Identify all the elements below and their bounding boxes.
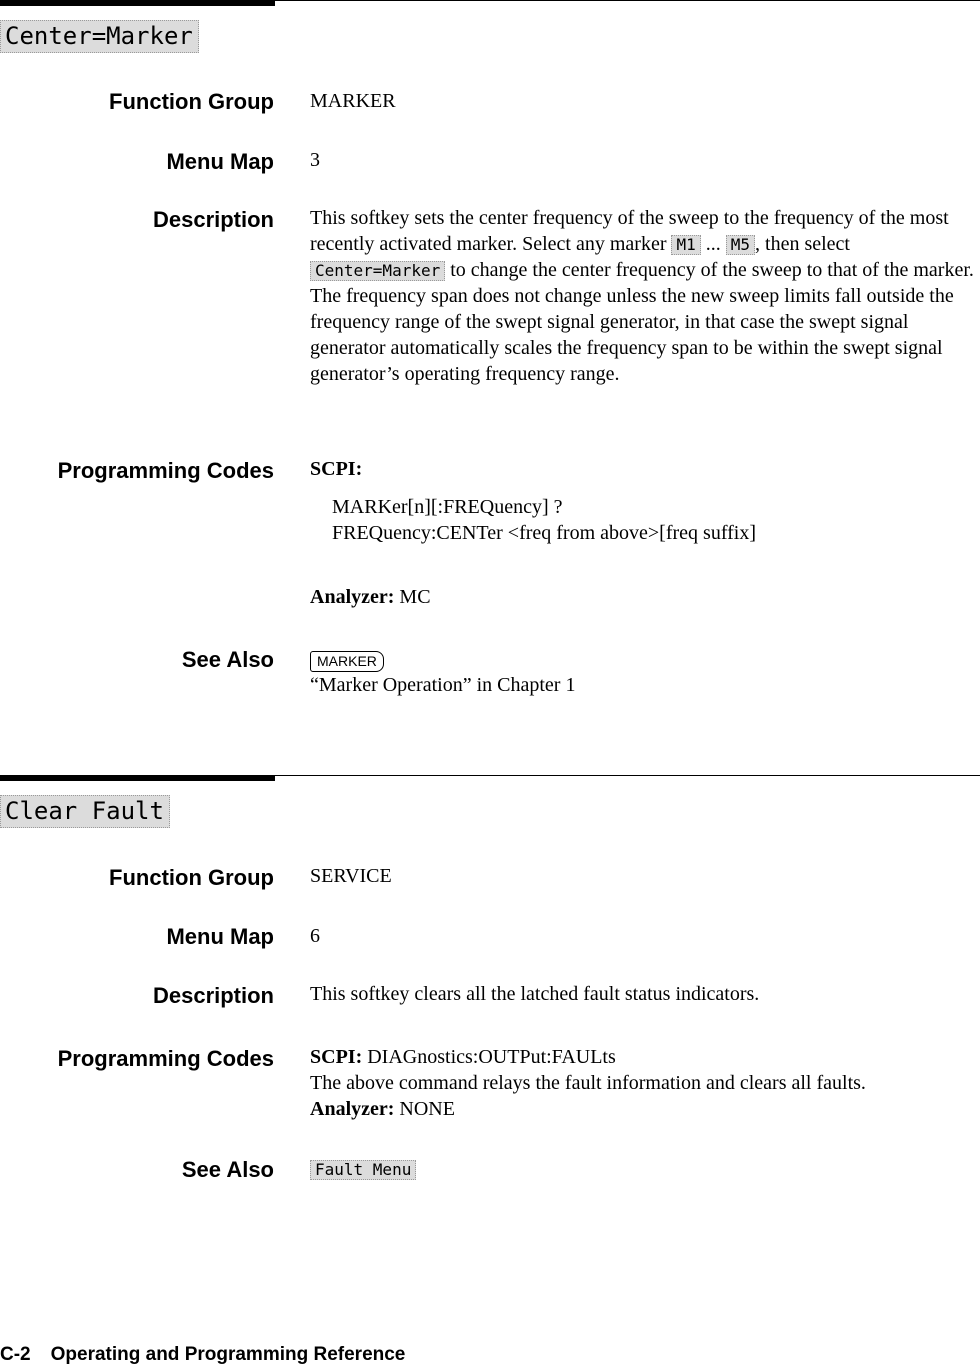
scpi-line — [310, 1044, 978, 1070]
see-also-block — [310, 647, 978, 698]
scpi-line: MARKer[n][:FREQuency] ? — [332, 496, 563, 518]
clear-fault-softkey[interactable]: Clear Fault — [0, 795, 170, 828]
section-title-center-marker — [0, 20, 199, 53]
description-part-2: , then select — [755, 233, 850, 255]
section-rule-thick — [0, 775, 275, 781]
analyzer-label: Analyzer: — [310, 1098, 395, 1120]
menu-map-value: 3 — [310, 149, 320, 171]
description-label: Description — [152, 983, 274, 1008]
menu-map-value: 6 — [310, 925, 320, 947]
analyzer-line — [310, 1096, 978, 1122]
description-text: This softkey clears all the latched fault status indicators. — [310, 983, 760, 1005]
marker-hardkey[interactable]: MARKER — [310, 651, 384, 672]
analyzer-line — [310, 584, 978, 610]
scpi-line: FREQuency:CENTer <freq from above>[freq suffix] — [332, 522, 756, 544]
description-part-3: to change the center frequency of the sweep to that of the marker. The frequency span does not change unless the new sweep limits fall outside the frequency range of the swept signal generator, in that case the swept signal generator automatically scales the frequency span to be within the swept signal generator’s operating frequency range. — [310, 259, 974, 385]
section-title-clear-fault — [0, 795, 170, 828]
center-marker-inline-softkey[interactable]: Center=Marker — [310, 261, 445, 281]
scpi-label: SCPI: — [310, 458, 363, 480]
section-rule-thick — [0, 0, 275, 6]
description-text — [310, 205, 978, 387]
analyzer-value: NONE — [399, 1098, 455, 1120]
function-group-label: Function Group — [109, 89, 274, 114]
description-label: Description — [152, 207, 274, 232]
function-group-value: SERVICE — [310, 865, 392, 887]
center-marker-softkey[interactable]: Center=Marker — [0, 20, 199, 53]
section-rule-thin — [275, 775, 980, 776]
see-also-block — [310, 1156, 978, 1182]
scpi-note: The above command relays the fault information and clears all faults. — [310, 1072, 866, 1094]
function-group-value: MARKER — [310, 90, 396, 112]
see-also-reference: “Marker Operation” in Chapter 1 — [310, 674, 576, 696]
menu-map-label: Menu Map — [166, 924, 274, 949]
programming-codes-block — [310, 456, 978, 610]
analyzer-value: MC — [399, 586, 431, 608]
page-footer — [0, 1344, 405, 1366]
section-rule-thin — [275, 0, 980, 1]
description-part-1: This softkey sets the center frequency of the sweep to the frequency of the most recently activated marker. Select any marker — [310, 207, 949, 255]
see-also-label: See Also — [181, 1157, 274, 1182]
programming-codes-label: Programming Codes — [57, 458, 274, 483]
analyzer-label: Analyzer: — [310, 586, 395, 608]
programming-codes-block — [310, 1044, 978, 1122]
m1-softkey[interactable]: M1 — [671, 235, 700, 255]
programming-codes-label: Programming Codes — [57, 1046, 274, 1071]
m5-softkey[interactable]: M5 — [726, 235, 755, 255]
fault-menu-softkey[interactable]: Fault Menu — [310, 1160, 416, 1180]
page-number: C-2 — [0, 1344, 31, 1365]
description-ellipsis: ... — [705, 233, 721, 255]
function-group-label: Function Group — [109, 865, 274, 890]
scpi-command: DIAGnostics:OUTPut:FAULts — [367, 1046, 616, 1068]
footer-title: Operating and Programming Reference — [50, 1344, 406, 1365]
scpi-label: SCPI: — [310, 1046, 363, 1068]
see-also-label: See Also — [181, 647, 274, 672]
menu-map-label: Menu Map — [166, 149, 274, 174]
